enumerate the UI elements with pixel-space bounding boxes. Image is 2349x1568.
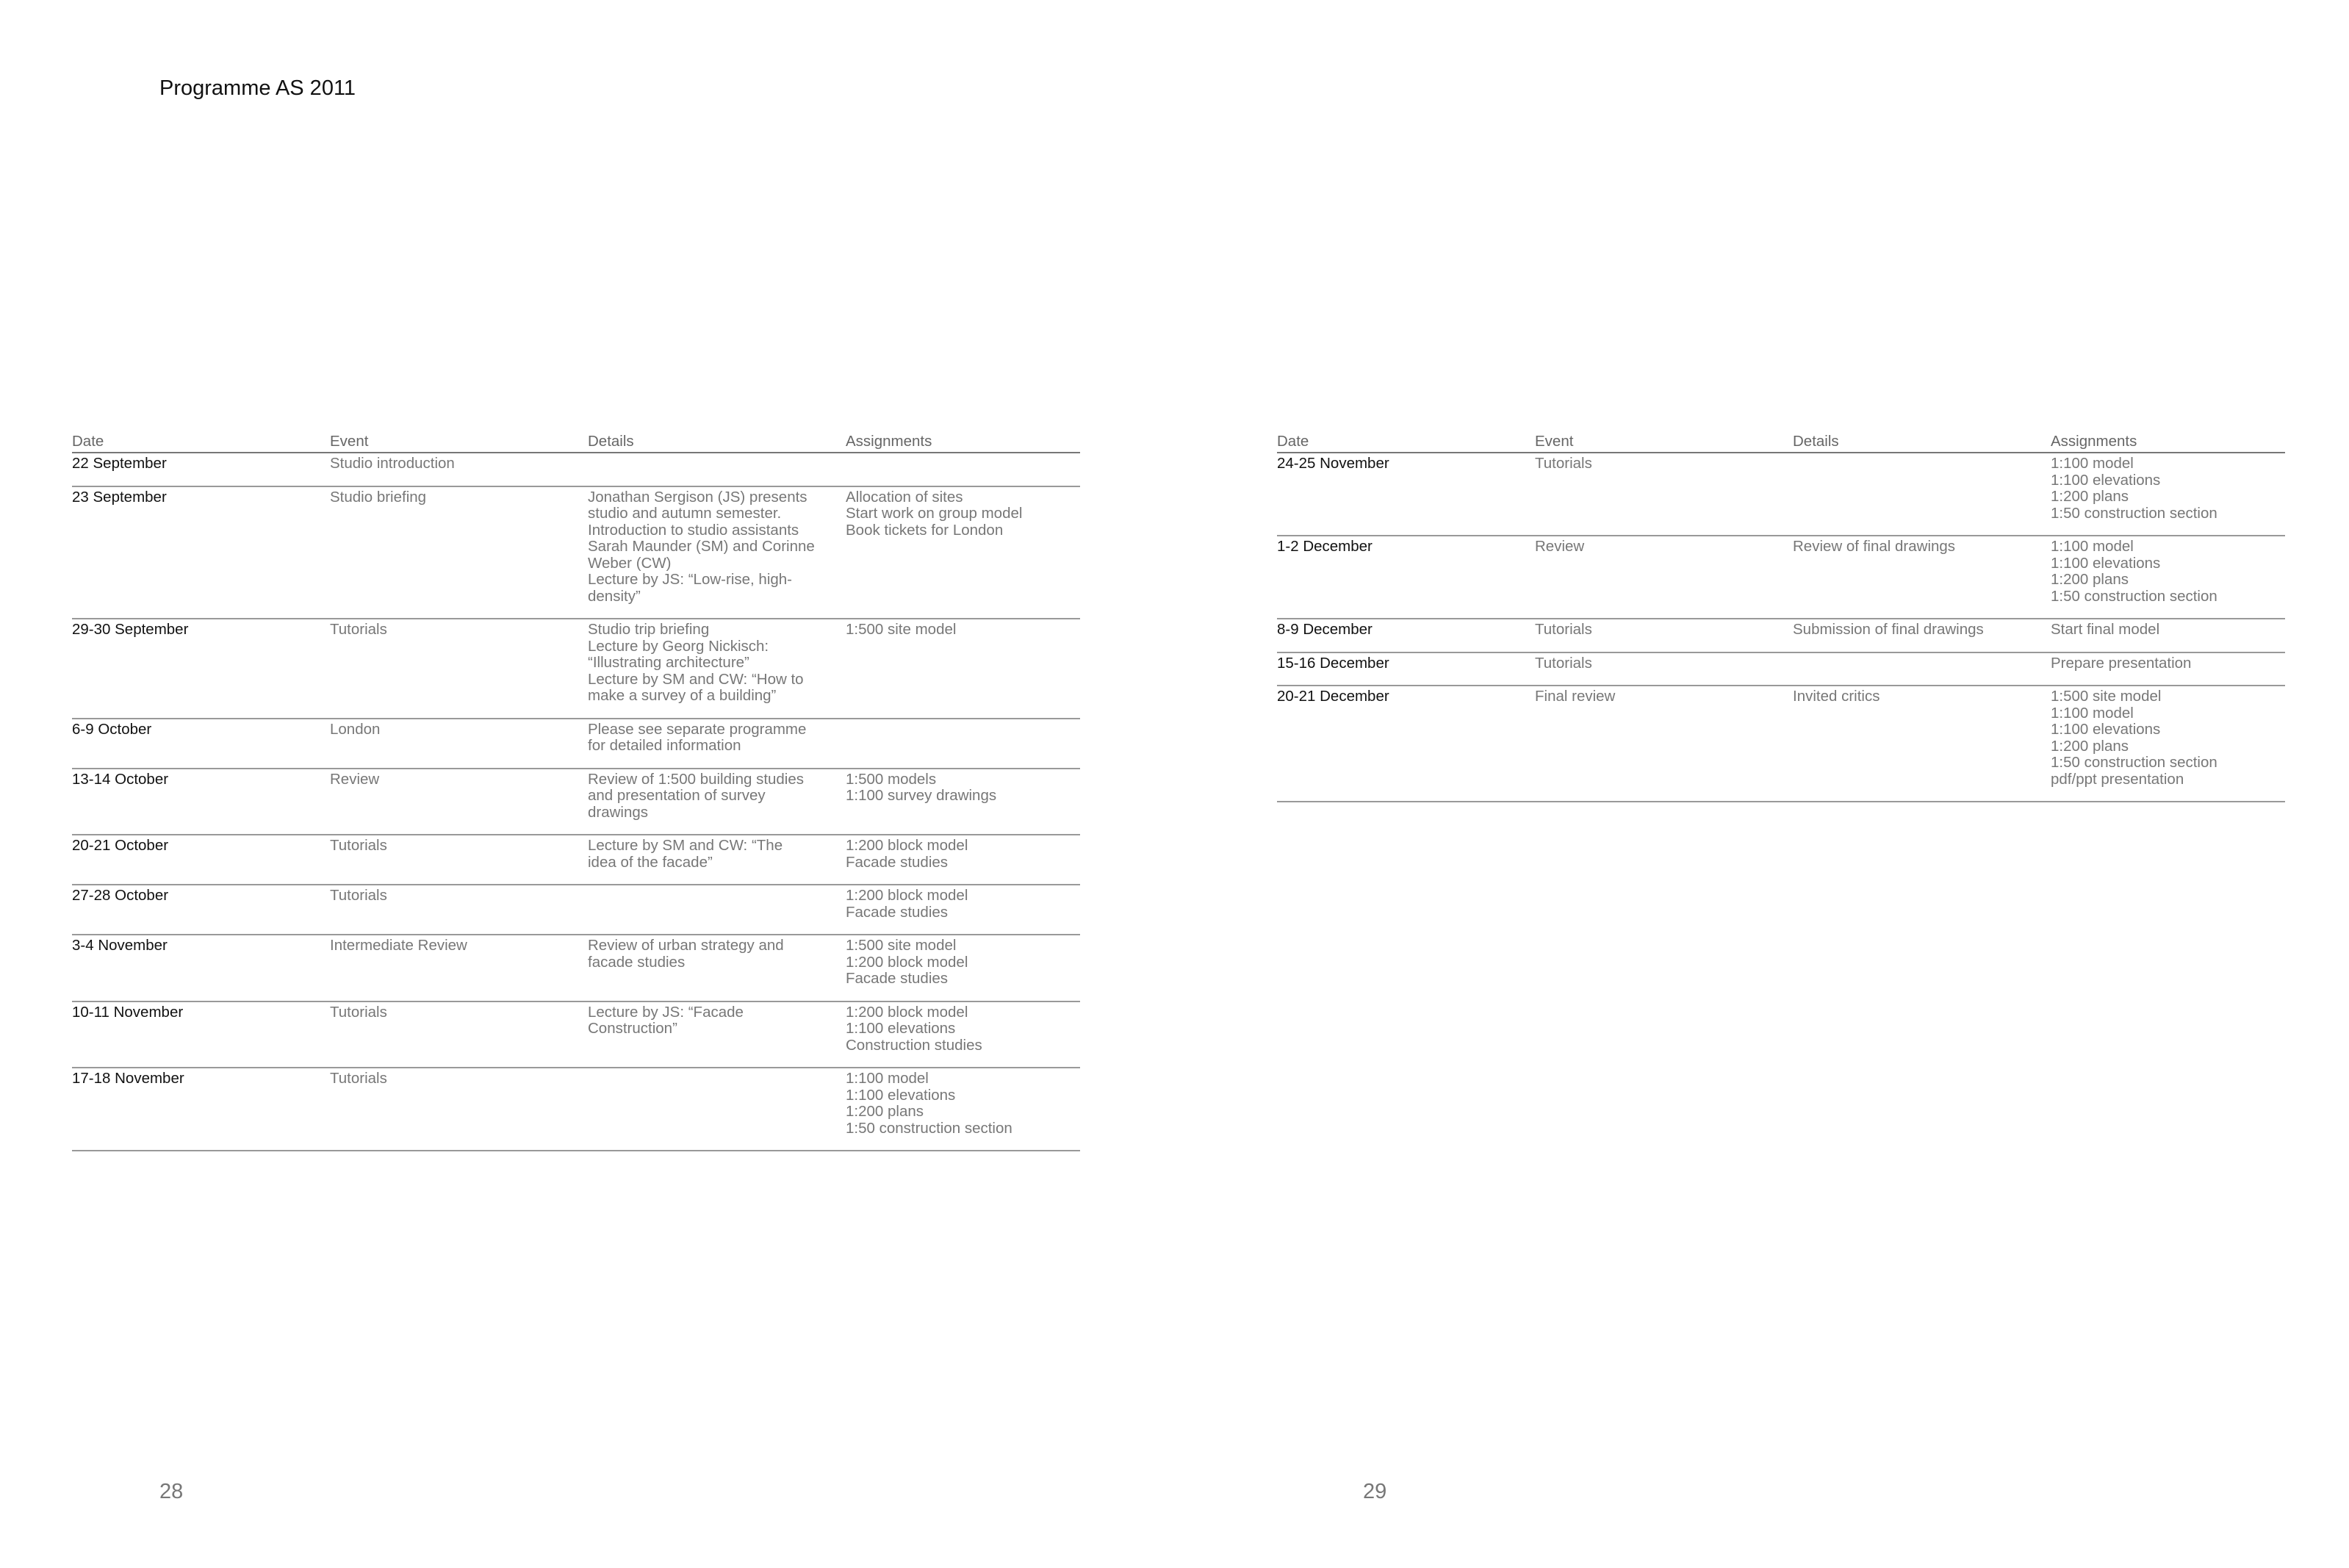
assignments-line: 1:500 models (846, 770, 937, 788)
details-line: Studio trip briefing (588, 621, 710, 638)
assignments-line: 1:50 construction section (2051, 754, 2217, 771)
row-assignments (2051, 453, 2285, 536)
assignments-line: 1:50 construction section (846, 1119, 1012, 1137)
table-row (72, 1068, 1080, 1151)
row-assignments (846, 719, 1080, 769)
row-assignments (2051, 652, 2285, 686)
assignments-line: Prepare presentation (2051, 654, 2192, 672)
assignments-line: 1:100 elevations (2051, 721, 2161, 738)
row-event: Tutorials (330, 1001, 588, 1068)
row-date: 3-4 November (72, 935, 330, 1001)
row-event: Tutorials (330, 619, 588, 719)
row-assignments (2051, 619, 2285, 652)
row-details (1793, 453, 2051, 536)
assignments-line: 1:200 block model (846, 837, 968, 854)
row-date: 24-25 November (1277, 453, 1535, 536)
row-details (1793, 619, 2051, 652)
details-line: Review of urban strategy and (588, 937, 784, 954)
row-assignments (846, 769, 1080, 835)
details-line: Please see separate programme (588, 720, 807, 738)
row-event: Review (330, 769, 588, 835)
details-line: drawings (588, 803, 649, 821)
details-line: Submission of final drawings (1793, 621, 1984, 638)
details-line: Lecture by JS: “Facade (588, 1003, 744, 1021)
assignments-line: 1:200 block model (846, 887, 968, 904)
details-line: Jonathan Sergison (JS) presents (588, 488, 807, 506)
table-row (1277, 686, 2285, 802)
row-event: Tutorials (330, 835, 588, 885)
assignments-line: 1:100 elevations (2051, 554, 2161, 572)
schedule-body-right (1277, 453, 2285, 802)
assignments-line: 1:200 plans (2051, 488, 2129, 505)
table-row (72, 486, 1080, 619)
row-assignments (846, 1068, 1080, 1151)
assignments-line: pdf/ppt presentation (2051, 770, 2184, 788)
details-line: Weber (CW) (588, 554, 672, 572)
assignments-line: 1:500 site model (2051, 688, 2162, 705)
row-date: 17-18 November (72, 1068, 330, 1151)
assignments-line: 1:100 model (2051, 538, 2134, 555)
header-event: Event (330, 428, 588, 453)
assignments-line: 1:100 elevations (2051, 471, 2161, 489)
details-line: Introduction to studio assistants (588, 521, 799, 539)
header-row (1277, 428, 2285, 453)
row-details (588, 619, 846, 719)
details-line: Review of 1:500 building studies (588, 770, 805, 788)
assignments-line: 1:100 model (2051, 455, 2134, 472)
assignments-line: 1:100 model (2051, 704, 2134, 722)
row-assignments (2051, 686, 2285, 802)
details-line: for detailed information (588, 737, 741, 754)
row-details (588, 1001, 846, 1068)
table-row (1277, 619, 2285, 652)
assignments-line: 1:200 plans (846, 1103, 924, 1120)
table-row (72, 885, 1080, 935)
row-event: Tutorials (1535, 652, 1793, 686)
row-details (588, 885, 846, 935)
table-row (72, 619, 1080, 719)
assignments-line: 1:50 construction section (2051, 587, 2217, 605)
assignments-line: Start final model (2051, 621, 2160, 638)
header-details: Details (588, 428, 846, 453)
row-event: Studio introduction (330, 453, 588, 486)
table-row (72, 453, 1080, 486)
header-assignments: Assignments (2051, 428, 2285, 453)
table-row (1277, 652, 2285, 686)
row-details (588, 486, 846, 619)
header-date: Date (72, 428, 330, 453)
row-date: 20-21 December (1277, 686, 1535, 802)
row-event: Review (1535, 536, 1793, 619)
assignments-line: 1:500 site model (846, 621, 957, 638)
page-number-left: 28 (159, 1480, 184, 1503)
details-line: Lecture by Georg Nickisch: (588, 637, 769, 655)
row-details (588, 719, 846, 769)
row-assignments (846, 453, 1080, 486)
table-row (72, 1001, 1080, 1068)
row-event: Studio briefing (330, 486, 588, 619)
row-date: 15-16 December (1277, 652, 1535, 686)
assignments-line: 1:100 elevations (846, 1086, 956, 1104)
row-date: 13-14 October (72, 769, 330, 835)
assignments-line: 1:200 plans (2051, 571, 2129, 588)
row-date: 22 September (72, 453, 330, 486)
assignments-line: 1:100 model (846, 1070, 929, 1087)
row-details (588, 453, 846, 486)
row-assignments (846, 885, 1080, 935)
details-line: facade studies (588, 953, 686, 971)
row-event: Final review (1535, 686, 1793, 802)
row-event: Tutorials (1535, 619, 1793, 652)
row-event: London (330, 719, 588, 769)
table-row (72, 835, 1080, 885)
assignments-line: 1:100 survey drawings (846, 787, 997, 804)
details-line: Construction” (588, 1020, 677, 1037)
row-assignments (846, 619, 1080, 719)
assignments-line: 1:200 block model (846, 953, 968, 971)
details-line: Review of final drawings (1793, 538, 1956, 555)
table-row (72, 935, 1080, 1001)
assignments-line: Facade studies (846, 903, 949, 921)
row-date: 29-30 September (72, 619, 330, 719)
row-assignments (846, 835, 1080, 885)
table-row (1277, 536, 2285, 619)
header-row (72, 428, 1080, 453)
details-line: and presentation of survey (588, 787, 766, 804)
assignments-line: Allocation of sites (846, 488, 963, 506)
details-line: idea of the facade” (588, 853, 713, 871)
row-assignments (2051, 536, 2285, 619)
table-row (72, 769, 1080, 835)
assignments-line: Book tickets for London (846, 521, 1004, 539)
assignments-line: Construction studies (846, 1036, 982, 1054)
header-assignments: Assignments (846, 428, 1080, 453)
row-details (1793, 652, 2051, 686)
header-details: Details (1793, 428, 2051, 453)
assignments-line: Facade studies (846, 970, 949, 987)
row-event: Tutorials (330, 885, 588, 935)
row-details (588, 935, 846, 1001)
row-event: Intermediate Review (330, 935, 588, 1001)
header-event: Event (1535, 428, 1793, 453)
assignments-line: 1:200 plans (2051, 737, 2129, 755)
row-assignments (846, 1001, 1080, 1068)
assignments-line: 1:100 elevations (846, 1020, 956, 1037)
schedule-table-left (72, 428, 1080, 1151)
assignments-line: 1:500 site model (846, 937, 957, 954)
row-event: Tutorials (330, 1068, 588, 1151)
row-assignments (846, 935, 1080, 1001)
row-details (1793, 536, 2051, 619)
details-line: Lecture by SM and CW: “How to (588, 670, 804, 688)
page-title: Programme AS 2011 (159, 76, 356, 100)
row-details (1793, 686, 2051, 802)
row-date: 20-21 October (72, 835, 330, 885)
details-line: “Illustrating architecture” (588, 654, 749, 671)
header-date: Date (1277, 428, 1535, 453)
details-line: Invited critics (1793, 688, 1880, 705)
table-row (1277, 453, 2285, 536)
details-line: density” (588, 587, 641, 605)
page-number-right: 29 (1363, 1480, 1387, 1503)
row-event: Tutorials (1535, 453, 1793, 536)
schedule-table-right (1277, 428, 2285, 802)
details-line: studio and autumn semester. (588, 505, 782, 522)
row-details (588, 1068, 846, 1151)
details-line: Lecture by JS: “Low-rise, high- (588, 571, 793, 588)
row-date: 1-2 December (1277, 536, 1535, 619)
row-date: 6-9 October (72, 719, 330, 769)
schedule-body-left (72, 453, 1080, 1151)
row-details (588, 835, 846, 885)
details-line: make a survey of a building” (588, 687, 777, 704)
details-line: Lecture by SM and CW: “The (588, 837, 783, 854)
details-line: Sarah Maunder (SM) and Corinne (588, 538, 815, 555)
row-date: 27-28 October (72, 885, 330, 935)
table-row (72, 719, 1080, 769)
row-details (588, 769, 846, 835)
row-assignments (846, 486, 1080, 619)
row-date: 8-9 December (1277, 619, 1535, 652)
assignments-line: Facade studies (846, 853, 949, 871)
assignments-line: 1:50 construction section (2051, 504, 2217, 522)
assignments-line: Start work on group model (846, 505, 1023, 522)
row-date: 10-11 November (72, 1001, 330, 1068)
assignments-line: 1:200 block model (846, 1003, 968, 1021)
row-date: 23 September (72, 486, 330, 619)
